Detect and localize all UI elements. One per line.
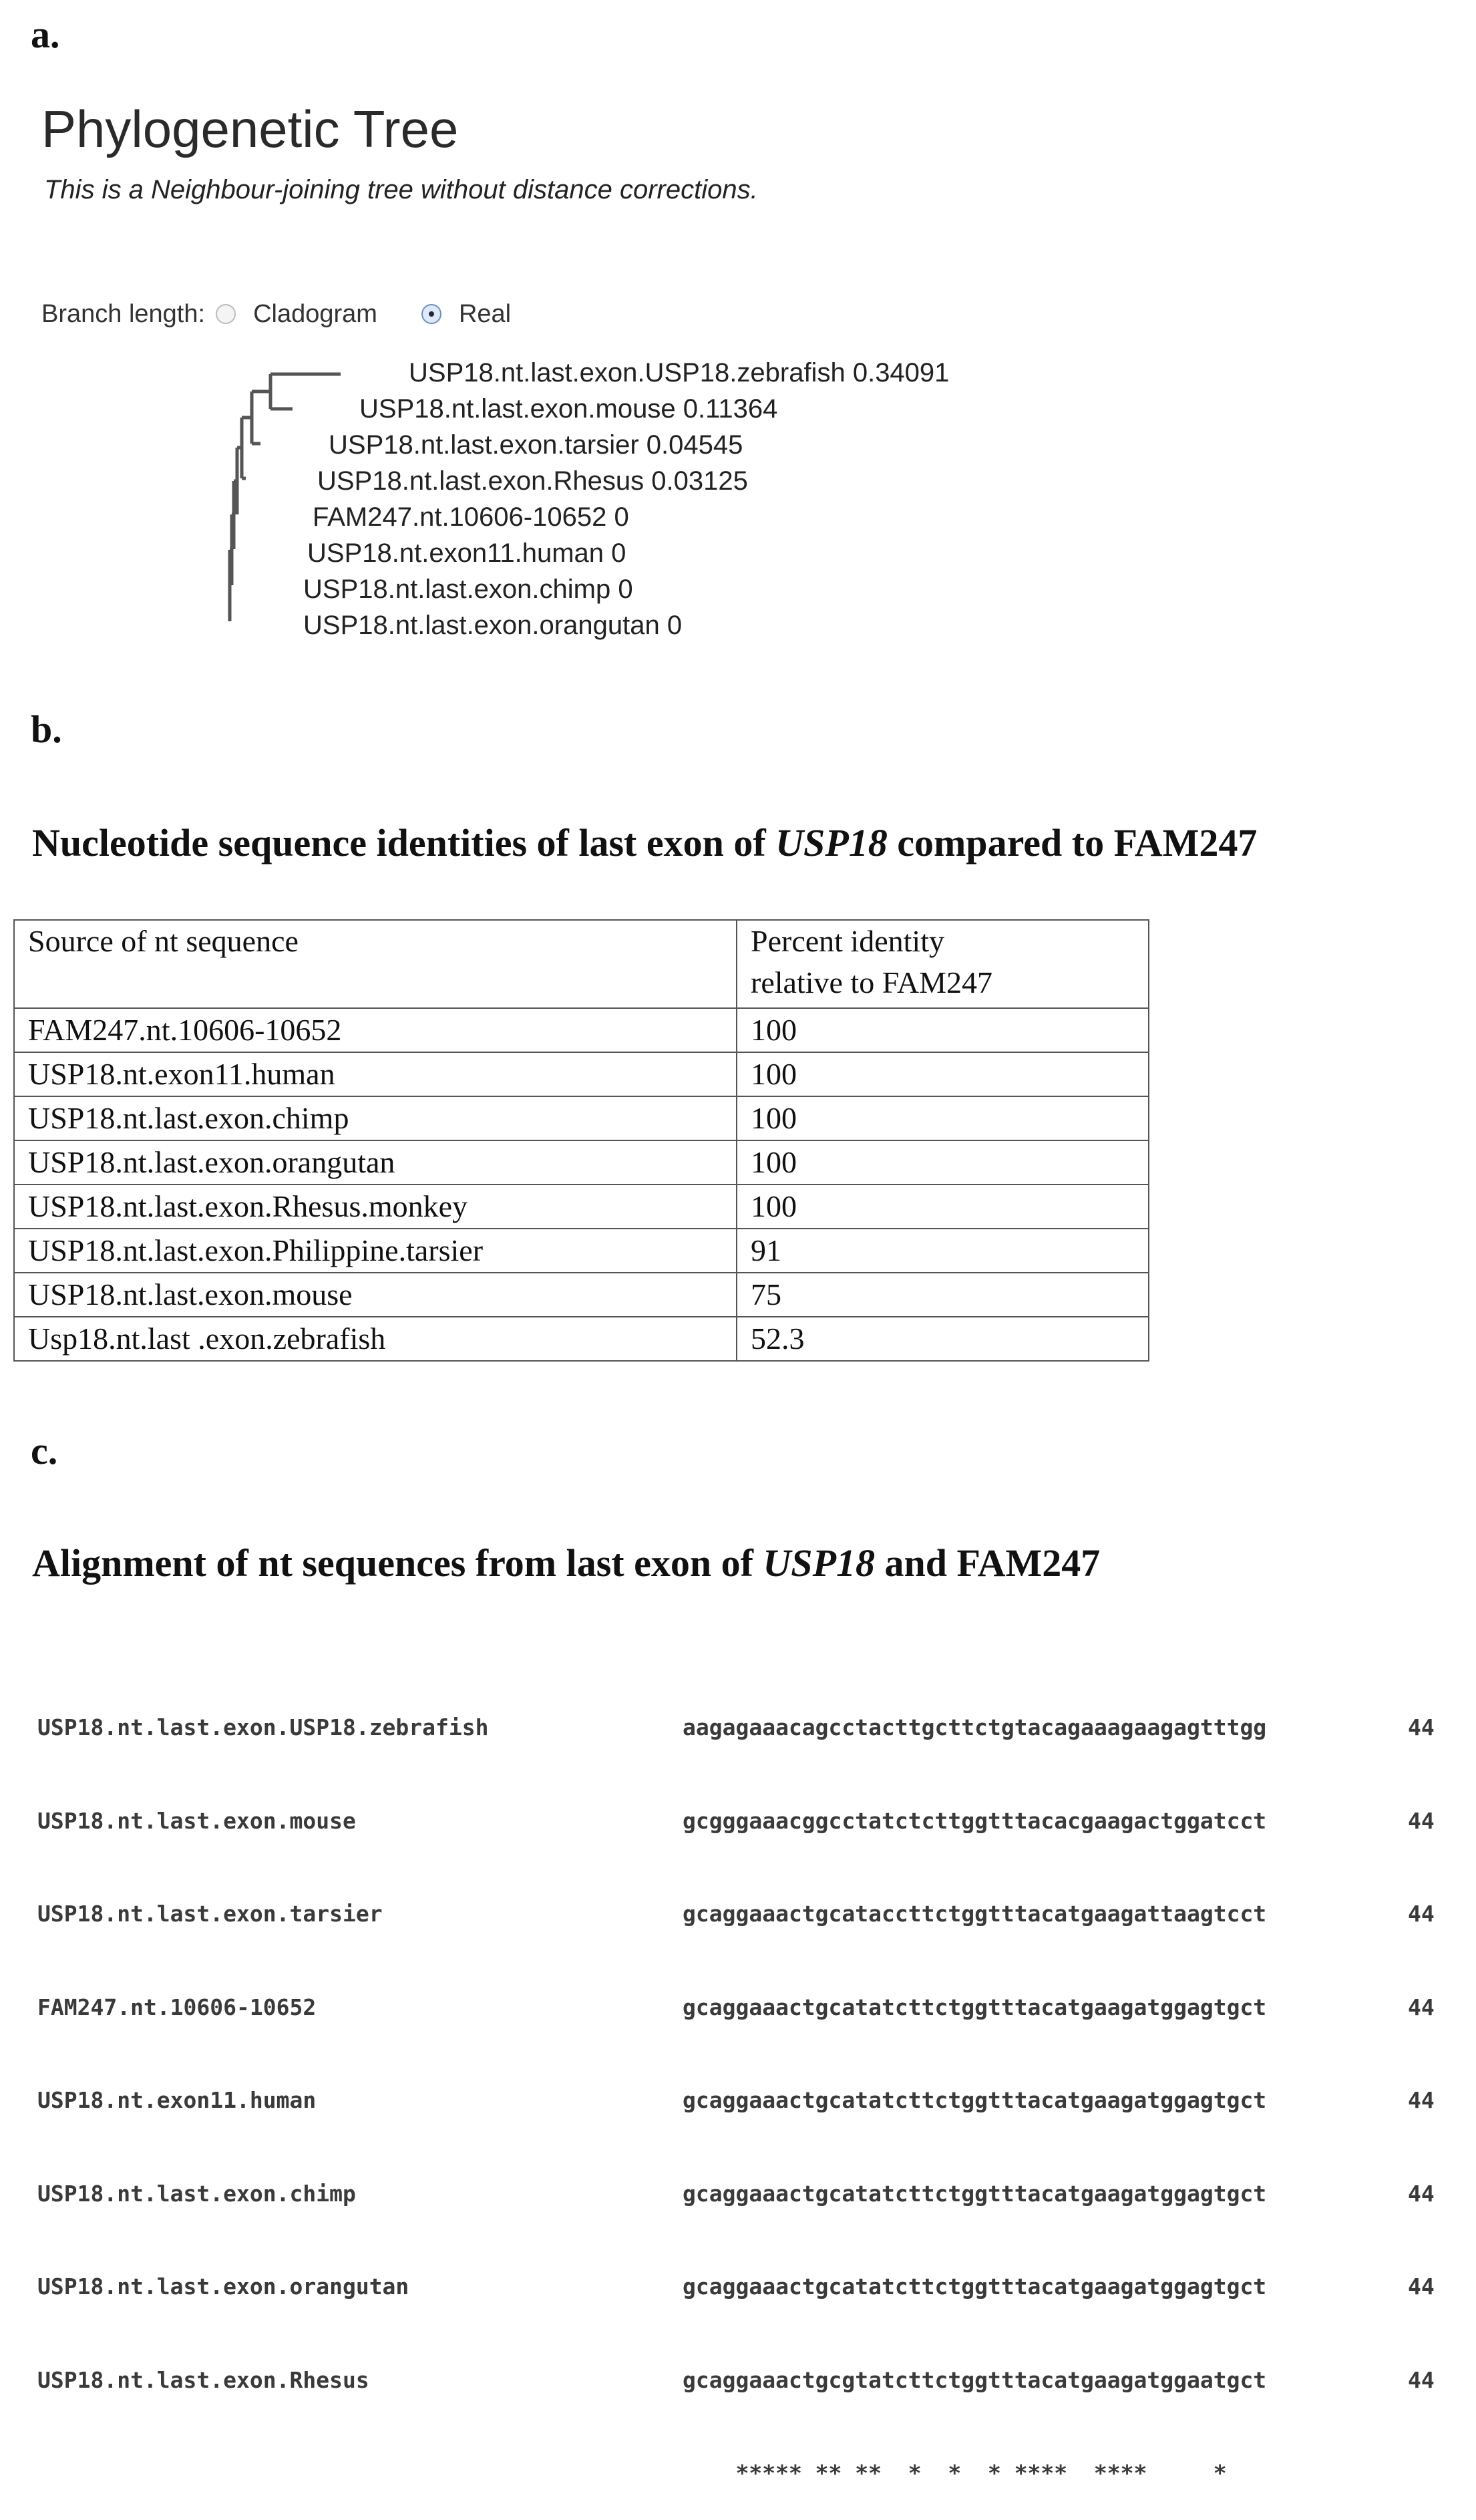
table-row — [14, 1185, 1149, 1229]
table-row — [14, 1008, 1149, 1052]
panel-label-c: c. — [31, 1429, 58, 1472]
alignment-length: 44 — [1408, 1807, 1435, 1834]
identity-cell: 75 — [737, 1273, 1149, 1317]
alignment-sequence-names — [37, 1650, 489, 2427]
alignment-length: 44 — [1408, 1901, 1435, 1927]
panel-label-a: a. — [31, 13, 60, 56]
alignment-length: 44 — [1408, 1714, 1435, 1740]
alignment-conservation-line: ***** ** ** * * * **** **** * — [683, 2460, 1267, 2486]
leaf-name: USP18.nt.last.exon.orangutan — [303, 611, 660, 640]
leaf-branch-length: 0.11364 — [683, 394, 778, 424]
leaf-branch-length: 0 — [618, 575, 633, 604]
panel-label-b: b. — [31, 707, 62, 751]
tree-leaf — [359, 396, 777, 422]
header-identity-line2: relative to FAM247 — [751, 965, 992, 999]
leaf-name: USP18.nt.exon11.human — [307, 538, 604, 568]
cladogram-radio[interactable] — [216, 304, 236, 324]
alignment-sequence: gcaggaaactgcatatcttctggtttacatgaagatggagtgct — [683, 2087, 1267, 2113]
tree-leaf — [303, 576, 633, 603]
source-cell: USP18.nt.last.exon.mouse — [14, 1273, 737, 1317]
alignment-sequence: gcaggaaactgcatatcttctggtttacatgaagatggagtgct — [683, 1994, 1267, 2020]
alignment-length: 44 — [1408, 2087, 1435, 2113]
identity-cell: 100 — [737, 1052, 1149, 1096]
table-row — [14, 1052, 1149, 1096]
alignment-sequence: gcaggaaactgcatatcttctggtttacatgaagatggagtgct — [683, 2273, 1267, 2300]
tree-leaf — [329, 432, 743, 458]
alignment-name: FAM247.nt.10606-10652 — [37, 1994, 317, 2020]
source-cell: USP18.nt.exon11.human — [14, 1052, 737, 1096]
identity-cell: 100 — [737, 1008, 1149, 1052]
identity-table — [13, 919, 1149, 1362]
title-text: Alignment of nt sequences from last exon of — [32, 1541, 763, 1585]
table-row — [14, 1096, 1149, 1140]
source-cell: USP18.nt.last.exon.Rhesus.monkey — [14, 1185, 737, 1229]
alignment-name: USP18.nt.exon11.human — [37, 2087, 317, 2113]
alignment-name: USP18.nt.last.exon.chimp — [37, 2180, 356, 2207]
table-row — [14, 1140, 1149, 1185]
branch-length-control — [41, 297, 551, 331]
leaf-branch-length: 0 — [611, 538, 626, 568]
identity-cell: 52.3 — [737, 1317, 1149, 1361]
source-cell: FAM247.nt.10606-10652 — [14, 1008, 737, 1052]
leaf-name: USP18.nt.last.exon.mouse — [359, 394, 676, 424]
tree-leaf — [409, 359, 949, 386]
alignment-name: USP18.nt.last.exon.orangutan — [37, 2273, 409, 2300]
leaf-name: FAM247.nt.10606-10652 — [313, 502, 607, 532]
alignment-length: 44 — [1408, 2273, 1435, 2300]
leaf-branch-length: 0.03125 — [651, 466, 748, 496]
cladogram-option-label[interactable]: Cladogram — [253, 299, 377, 328]
identity-cell: 91 — [737, 1229, 1149, 1273]
alignment-title — [32, 1541, 1100, 1585]
alignment-length: 44 — [1408, 2366, 1435, 2393]
alignment-name: USP18.nt.last.exon.Rhesus — [37, 2366, 369, 2393]
table-header-row — [14, 920, 1149, 1008]
source-cell: USP18.nt.last.exon.Philippine.tarsier — [14, 1229, 737, 1273]
identity-cell: 100 — [737, 1096, 1149, 1140]
alignment-sequence: gcgggaaacggcctatctcttggtttacacgaagactggatcct — [683, 1807, 1267, 1834]
title-text: Nucleotide sequence identities of last exon of — [32, 821, 776, 864]
tree-leaf — [303, 612, 682, 639]
header-identity — [737, 920, 1149, 1008]
alignment-sequence: gcaggaaactgcataccttctggtttacatgaagattaagtcct — [683, 1901, 1267, 1927]
real-option-label[interactable]: Real — [458, 299, 512, 328]
tree-subtitle: This is a Neighbour-joining tree without distance corrections. — [44, 175, 758, 204]
tree-title: Phylogenetic Tree — [41, 100, 459, 158]
table-row — [14, 1273, 1149, 1317]
leaf-name: USP18.nt.last.exon.Rhesus — [317, 466, 644, 496]
title-text: and FAM247 — [875, 1541, 1101, 1585]
header-source: Source of nt sequence — [14, 920, 737, 1008]
identity-table-title — [32, 820, 1257, 865]
title-text: compared to FAM247 — [887, 821, 1258, 864]
tree-leaf — [317, 468, 748, 494]
identity-cell: 100 — [737, 1185, 1149, 1229]
alignment-name: USP18.nt.last.exon.mouse — [37, 1807, 356, 1834]
identity-cell: 100 — [737, 1140, 1149, 1185]
tree-leaf — [307, 540, 626, 567]
title-gene: USP18 — [763, 1541, 875, 1585]
alignment-name: USP18.nt.last.exon.USP18.zebrafish — [37, 1714, 489, 1740]
table-row — [14, 1317, 1149, 1361]
header-identity-line1: Percent identity — [751, 924, 944, 958]
alignment-name: USP18.nt.last.exon.tarsier — [37, 1901, 383, 1927]
alignment-length: 44 — [1408, 2180, 1435, 2207]
leaf-name: USP18.nt.last.exon.USP18.zebrafish — [409, 358, 846, 387]
alignment-sequence: gcaggaaactgcgtatcttctggtttacatgaagatggaatgct — [683, 2366, 1267, 2393]
alignment-sequence: gcaggaaactgcatatcttctggtttacatgaagatggagtgct — [683, 2180, 1267, 2207]
leaf-branch-length: 0 — [667, 611, 683, 640]
source-cell: USP18.nt.last.exon.chimp — [14, 1096, 737, 1140]
branch-length-label: Branch length: — [41, 299, 206, 328]
leaf-branch-length: 0.34091 — [852, 358, 950, 387]
source-cell: Usp18.nt.last .exon.zebrafish — [14, 1317, 737, 1361]
leaf-name: USP18.nt.last.exon.tarsier — [329, 430, 639, 460]
title-gene: USP18 — [775, 821, 888, 864]
leaf-branch-length: 0 — [614, 502, 629, 532]
leaf-branch-length: 0.04545 — [646, 430, 743, 460]
alignment-length: 44 — [1408, 1994, 1435, 2020]
alignment-sequences — [683, 1650, 1266, 2520]
real-radio[interactable] — [421, 304, 441, 324]
alignment-lengths — [1408, 1650, 1435, 2427]
alignment-sequence: aagagaaacagcctacttgcttctgtacagaaagaagagtttgg — [683, 1714, 1267, 1740]
table-row — [14, 1229, 1149, 1273]
tree-leaf — [313, 504, 629, 530]
source-cell: USP18.nt.last.exon.orangutan — [14, 1140, 737, 1185]
leaf-name: USP18.nt.last.exon.chimp — [303, 575, 611, 604]
